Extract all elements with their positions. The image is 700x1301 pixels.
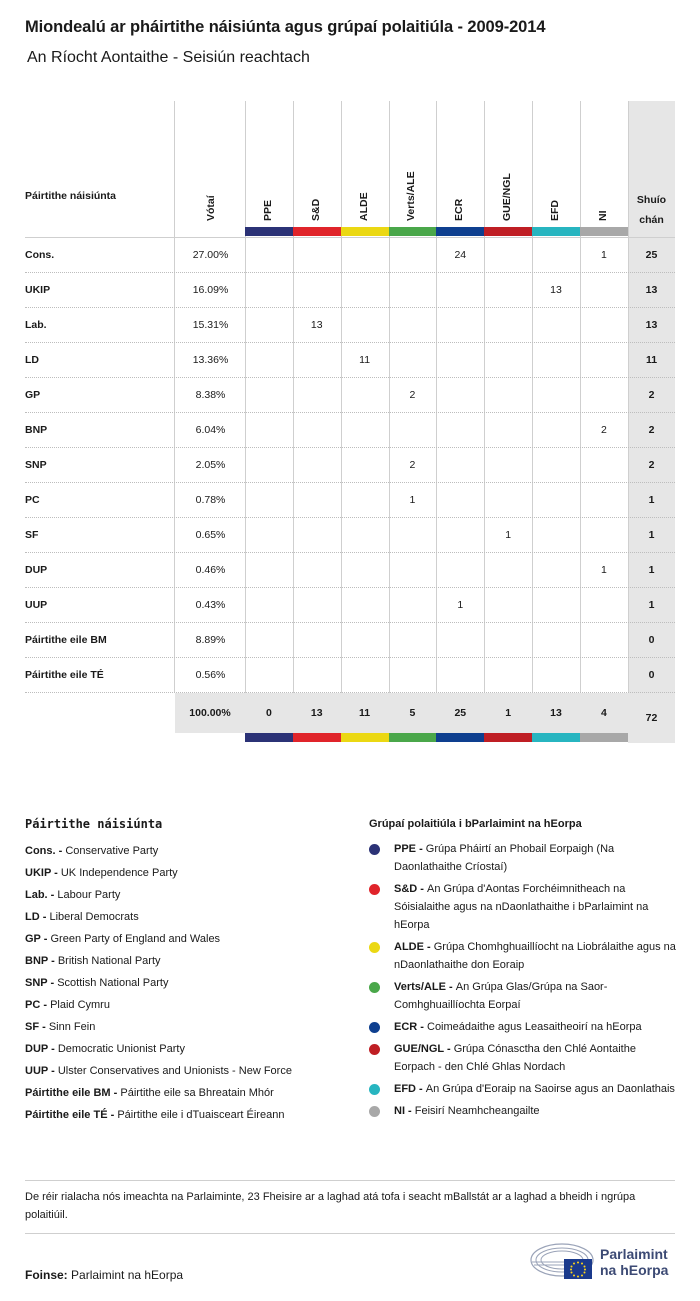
- party-name: UKIP: [25, 284, 51, 296]
- table-row: [25, 447, 675, 483]
- seat-count: [436, 623, 484, 658]
- footnote: De réir rialacha nós imeachta na Parlaiminte, 23 Fheisire ar a laghad atá tofa i seacht mBallstát ar a laghad a bheidh i ngrúpa polaitiúil.: [25, 1191, 636, 1221]
- group-full-name: An Grúpa Glas/Grúpa na Saor-Comhghuaillíochta Eorpaí: [394, 981, 608, 1011]
- party-legend-title: Páirtithe náisiúnta: [25, 817, 163, 831]
- group-header-alde: [341, 101, 389, 227]
- seat-count: 2: [409, 389, 416, 401]
- party-abbr: Lab. -: [25, 889, 58, 901]
- seat-count: [532, 238, 580, 273]
- group-color-bar: [580, 227, 628, 236]
- seat-count: [293, 588, 341, 623]
- seat-count: [341, 588, 389, 623]
- party-name: BNP: [25, 424, 48, 436]
- group-full-name: Coimeádaithe agus Leasaitheoirí na hEorpa: [427, 1021, 642, 1033]
- seat-total: 11: [645, 354, 658, 366]
- party-name: UUP: [25, 599, 48, 611]
- total-header: [628, 190, 675, 230]
- group-abbr: EFD -: [394, 1083, 426, 1095]
- seat-count: [245, 623, 293, 658]
- party-full-name: Green Party of England and Wales: [50, 933, 221, 945]
- seat-count: [484, 623, 532, 658]
- vote-share: 0.46%: [195, 564, 226, 576]
- seat-count: [245, 413, 293, 448]
- group-header-ppe-text: PPE: [261, 199, 274, 221]
- group-seat-total: 1: [505, 707, 512, 719]
- party-name: GP: [25, 389, 41, 401]
- seat-count: [293, 553, 341, 588]
- party-full-name: Labour Party: [57, 889, 121, 901]
- group-color-dot: [369, 1084, 380, 1095]
- seat-count: [436, 273, 484, 308]
- group-header-alde-text: ALDE: [357, 192, 370, 221]
- seat-count: [484, 413, 532, 448]
- seat-count: [580, 448, 628, 483]
- party-name: SNP: [25, 459, 47, 471]
- seat-total: 1: [648, 529, 655, 541]
- party-abbr: GP -: [25, 933, 51, 945]
- group-color-bar: [245, 227, 293, 236]
- votes-header-text: Vótaí: [205, 195, 217, 221]
- group-seat-total: 13: [550, 707, 562, 719]
- seat-count: [580, 658, 628, 693]
- party-legend-item: [25, 1082, 355, 1104]
- vote-share: 6.04%: [195, 424, 226, 436]
- table-row: [25, 377, 675, 413]
- votes-header: [192, 101, 232, 227]
- seat-count: [293, 623, 341, 658]
- party-legend-item: [25, 1104, 355, 1126]
- seat-count: [293, 483, 341, 518]
- group-abbr: Verts/ALE -: [394, 981, 456, 993]
- seat-count: [532, 308, 580, 343]
- table-row: [25, 517, 675, 553]
- seat-count: [436, 308, 484, 343]
- group-color-bar: [484, 227, 532, 236]
- seat-count: 1: [600, 564, 607, 576]
- seat-count: [245, 308, 293, 343]
- seat-count: [436, 483, 484, 518]
- seat-count: [293, 238, 341, 273]
- seat-count: [389, 308, 437, 343]
- logo-line2: na hEorpa: [600, 1262, 669, 1278]
- logo-line1: Parlaimint: [600, 1246, 668, 1262]
- source-value: Parlaimint na hEorpa: [71, 1268, 184, 1282]
- group-header-sd: [293, 101, 341, 227]
- party-legend-item: [25, 950, 355, 972]
- group-color-dot: [369, 1044, 380, 1055]
- seat-count: [484, 238, 532, 273]
- party-name: Lab.: [25, 319, 47, 331]
- group-header-vertsale: [389, 101, 437, 227]
- seat-total: 2: [648, 459, 655, 471]
- seat-count: [532, 378, 580, 413]
- group-color-bar: [436, 227, 484, 236]
- seat-count: [532, 483, 580, 518]
- group-seat-total: 11: [359, 707, 371, 719]
- party-legend-item: [25, 1060, 355, 1082]
- seat-count: [532, 623, 580, 658]
- group-full-name: An Grúpa d'Eoraip na Saoirse agus an Daonlathais: [425, 1083, 675, 1095]
- party-legend-item: [25, 862, 355, 884]
- seat-total: 25: [645, 249, 658, 261]
- party-abbr: UUP -: [25, 1065, 58, 1077]
- group-color-bar: [293, 227, 341, 236]
- vote-share: 0.65%: [195, 529, 226, 541]
- seat-count: [293, 518, 341, 553]
- group-header-vertsale-text: Verts/ALE: [405, 171, 418, 221]
- seat-count: [341, 448, 389, 483]
- vote-share: 8.89%: [195, 634, 226, 646]
- seat-count: [580, 343, 628, 378]
- group-color-dot: [369, 844, 380, 855]
- party-full-name: Scottish National Party: [57, 977, 169, 989]
- seat-count: [341, 378, 389, 413]
- group-color-dot: [369, 1022, 380, 1033]
- seat-count: [389, 273, 437, 308]
- seat-count: [341, 308, 389, 343]
- group-full-name: Grúpa Pháirtí an Phobail Eorpaigh (Na Daonlathaithe Críostaí): [394, 843, 615, 873]
- seat-count: [245, 483, 293, 518]
- seat-count: [580, 378, 628, 413]
- vote-share: 16.09%: [192, 284, 229, 296]
- seat-count: [484, 378, 532, 413]
- seat-count: 11: [359, 354, 371, 366]
- group-abbr: PPE -: [394, 843, 426, 855]
- seat-count: [389, 588, 437, 623]
- seat-count: [436, 518, 484, 553]
- group-seat-total: 13: [310, 707, 323, 719]
- party-legend: [25, 840, 355, 1126]
- seat-count: [436, 413, 484, 448]
- seat-count: 13: [550, 284, 562, 296]
- seat-count: [389, 518, 437, 553]
- seat-total: 1: [648, 564, 655, 576]
- seat-count: [580, 483, 628, 518]
- seat-count: [436, 343, 484, 378]
- group-header-efd-text: EFD: [549, 200, 562, 221]
- vote-share: 15.31%: [192, 319, 229, 331]
- party-legend-item: [25, 1016, 355, 1038]
- seat-total: 0: [648, 634, 655, 646]
- group-header-efd: [532, 101, 580, 227]
- seat-total: 13: [645, 319, 658, 331]
- party-name: PC: [25, 494, 40, 506]
- table-row: [25, 587, 675, 623]
- seat-count: [293, 273, 341, 308]
- vote-share: 27.00%: [192, 249, 229, 261]
- seat-count: [389, 413, 437, 448]
- seat-count: [341, 623, 389, 658]
- seat-count: [484, 308, 532, 343]
- seat-total: 1: [648, 494, 655, 506]
- party-full-name: Ulster Conservatives and Unionists - New Force: [57, 1065, 292, 1077]
- seat-count: [484, 483, 532, 518]
- group-color-bar: [484, 733, 532, 742]
- seat-count: [484, 588, 532, 623]
- group-color-dot: [369, 942, 380, 953]
- seat-count: [436, 553, 484, 588]
- seat-total: 2: [648, 389, 655, 401]
- total-header-line2: chán: [639, 214, 664, 226]
- group-legend: [369, 840, 679, 1124]
- logo-text: [600, 1246, 668, 1278]
- party-full-name: Liberal Democrats: [49, 911, 139, 923]
- seat-count: 2: [409, 459, 416, 471]
- seat-count: [245, 658, 293, 693]
- group-header-ecr-text: ECR: [453, 198, 466, 221]
- ep-logo: [530, 1242, 680, 1284]
- group-header-ecr: [436, 101, 484, 227]
- seat-count: [389, 623, 437, 658]
- group-header-ppe: [245, 101, 293, 227]
- seat-count: [245, 238, 293, 273]
- seat-count: [436, 378, 484, 413]
- vote-share: 2.05%: [195, 459, 226, 471]
- seat-count: [484, 553, 532, 588]
- seat-total: 2: [648, 424, 655, 436]
- seat-count: 1: [457, 599, 464, 611]
- seat-count: [532, 588, 580, 623]
- table-row: [25, 342, 675, 378]
- table-row: [25, 552, 675, 588]
- votes-total: 100.00%: [189, 707, 231, 719]
- group-abbr: GUE/NGL -: [394, 1043, 454, 1055]
- party-name: Cons.: [25, 249, 55, 261]
- seat-count: [436, 658, 484, 693]
- vote-share: 0.43%: [195, 599, 226, 611]
- group-full-name: Grúpa Cónasctha den Chlé Aontaithe Eorpach - den Chlé Ghlas Nordach: [394, 1043, 636, 1073]
- seat-count: [484, 273, 532, 308]
- group-color-dot: [369, 982, 380, 993]
- party-full-name: Democratic Unionist Party: [57, 1043, 185, 1055]
- party-name: LD: [25, 354, 39, 366]
- party-legend-item: [25, 972, 355, 994]
- seat-count: [389, 343, 437, 378]
- group-full-name: Feisirí Neamhcheangailte: [414, 1105, 540, 1117]
- party-name: SF: [25, 529, 39, 541]
- group-legend-item: [369, 880, 679, 934]
- vote-share: 13.36%: [192, 354, 229, 366]
- vote-share: 0.56%: [195, 669, 226, 681]
- party-abbr: Páirtithe eile BM -: [25, 1087, 121, 1099]
- group-color-dot: [369, 1106, 380, 1117]
- seat-count: [293, 378, 341, 413]
- party-abbr: SNP -: [25, 977, 58, 989]
- seat-count: [484, 658, 532, 693]
- party-legend-item: [25, 1038, 355, 1060]
- seat-count: [484, 343, 532, 378]
- group-color-bar: [245, 733, 293, 742]
- seat-count: [245, 448, 293, 483]
- seat-count: 1: [505, 529, 512, 541]
- group-abbr: ALDE -: [394, 941, 434, 953]
- party-name: Páirtithe eile BM: [25, 634, 107, 646]
- party-abbr: SF -: [25, 1021, 49, 1033]
- party-full-name: Páirtithe eile sa Bhreatain Mhór: [120, 1087, 274, 1099]
- party-header: Páirtithe náisiúnta: [25, 190, 117, 202]
- group-legend-title: Grúpaí polaitiúla i bParlaimint na hEorpa: [369, 818, 582, 830]
- seat-count: [580, 273, 628, 308]
- seat-count: 1: [600, 249, 607, 261]
- seat-count: [341, 518, 389, 553]
- seat-count: [580, 518, 628, 553]
- party-abbr: Cons. -: [25, 845, 66, 857]
- table-row: [25, 622, 675, 658]
- group-legend-item: [369, 1080, 679, 1098]
- group-header-guengl-text: GUE/NGL: [501, 173, 514, 221]
- seat-total: 1: [648, 599, 655, 611]
- party-name: Páirtithe eile TÉ: [25, 669, 104, 681]
- seat-count: [245, 343, 293, 378]
- seat-count: [245, 273, 293, 308]
- divider: [25, 1233, 675, 1234]
- party-legend-item: [25, 840, 355, 862]
- group-full-name: An Grúpa d'Aontas Forchéimnitheach na Sóisialaithe agus na nDaonlathaithe i bParlaimint na hEorpa: [394, 883, 649, 931]
- group-color-bar: [389, 733, 437, 742]
- group-legend-item: [369, 1018, 679, 1036]
- divider: [25, 1180, 675, 1181]
- vote-share: 0.78%: [195, 494, 226, 506]
- seat-count: [293, 658, 341, 693]
- seat-count: [532, 518, 580, 553]
- group-color-bar: [580, 733, 628, 742]
- seat-total: 0: [648, 669, 655, 681]
- party-legend-item: [25, 906, 355, 928]
- group-legend-item: [369, 1102, 679, 1120]
- seat-count: [389, 658, 437, 693]
- page-subtitle: An Ríocht Aontaithe - Seisiún reachtach: [27, 49, 310, 66]
- source-label: Foinse:: [25, 1268, 68, 1282]
- seat-count: [532, 413, 580, 448]
- group-color-dot: [369, 884, 380, 895]
- seat-count: [341, 238, 389, 273]
- group-color-bar: [293, 733, 341, 742]
- group-seat-total: 25: [454, 707, 467, 719]
- group-color-bar: [532, 733, 580, 742]
- seat-count: [341, 483, 389, 518]
- seat-count: 1: [409, 494, 416, 506]
- seat-count: [341, 413, 389, 448]
- seat-count: [341, 553, 389, 588]
- seat-count: [532, 553, 580, 588]
- seat-count: [484, 448, 532, 483]
- group-legend-item: [369, 840, 679, 876]
- party-abbr: DUP -: [25, 1043, 58, 1055]
- group-abbr: NI -: [394, 1105, 415, 1117]
- table-row: [25, 272, 675, 308]
- seat-total: 13: [645, 284, 658, 296]
- group-header-ni: [580, 101, 628, 227]
- vote-share: 8.38%: [195, 389, 226, 401]
- group-seat-total: 4: [600, 707, 607, 719]
- page-title: Miondealú ar pháirtithe náisiúnta agus grúpaí polaitiúla - 2009-2014: [25, 18, 546, 36]
- total-header-line1: Shuío: [636, 194, 667, 206]
- party-legend-item: [25, 884, 355, 906]
- party-legend-item: [25, 928, 355, 950]
- party-full-name: Sinn Fein: [48, 1021, 96, 1033]
- parliament-building-icon: [530, 1242, 596, 1282]
- seat-count: [293, 413, 341, 448]
- seat-count: [245, 378, 293, 413]
- party-full-name: Plaid Cymru: [50, 999, 110, 1011]
- party-full-name: UK Independence Party: [60, 867, 178, 879]
- seat-count: [532, 448, 580, 483]
- table-row: [25, 657, 675, 693]
- group-color-bar: [436, 733, 484, 742]
- table-row: [25, 412, 675, 448]
- seat-count: [532, 658, 580, 693]
- party-abbr: UKIP -: [25, 867, 61, 879]
- seat-count: [245, 588, 293, 623]
- group-color-bar: [341, 227, 389, 236]
- seat-count: [436, 448, 484, 483]
- grand-total: 72: [645, 712, 658, 724]
- table-row: [25, 482, 675, 518]
- table-row: [25, 307, 675, 343]
- seat-count: 13: [310, 319, 323, 331]
- seat-count: [580, 588, 628, 623]
- seat-count: [580, 308, 628, 343]
- group-seat-total: 5: [409, 707, 416, 719]
- group-header-guengl: [484, 101, 532, 227]
- group-header-sd-text: S&D: [309, 198, 322, 221]
- party-full-name: British National Party: [57, 955, 161, 967]
- seat-count: [580, 623, 628, 658]
- party-abbr: BNP -: [25, 955, 58, 967]
- seat-count: [389, 553, 437, 588]
- seat-count: [245, 553, 293, 588]
- group-full-name: Grúpa Chomhghuaillíocht na Liobrálaithe agus na nDaonlathaithe don Eoraip: [394, 941, 676, 971]
- party-full-name: Conservative Party: [65, 845, 159, 857]
- party-abbr: Páirtithe eile TÉ -: [25, 1109, 118, 1121]
- group-legend-item: [369, 938, 679, 974]
- seat-count: 2: [600, 424, 607, 436]
- group-color-bar: [341, 733, 389, 742]
- seat-count: [293, 343, 341, 378]
- group-color-bar: [532, 227, 580, 236]
- group-abbr: ECR -: [394, 1021, 427, 1033]
- seat-count: 24: [454, 249, 467, 261]
- seat-count: [293, 448, 341, 483]
- group-abbr: S&D -: [394, 883, 427, 895]
- group-legend-item: [369, 1040, 679, 1076]
- group-header-ni-text: NI: [596, 210, 609, 221]
- seat-count: [532, 343, 580, 378]
- seat-count: [341, 658, 389, 693]
- party-full-name: Páirtithe eile i dTuaisceart Éireann: [117, 1109, 285, 1121]
- seat-count: [245, 518, 293, 553]
- party-name: DUP: [25, 564, 48, 576]
- seat-count: [341, 273, 389, 308]
- party-legend-item: [25, 994, 355, 1016]
- seat-count: [389, 238, 437, 273]
- group-legend-item: [369, 978, 679, 1014]
- party-abbr: LD -: [25, 911, 50, 923]
- group-seat-total: 0: [266, 707, 272, 719]
- table-row: [25, 237, 675, 273]
- group-color-bar: [389, 227, 437, 236]
- party-abbr: PC -: [25, 999, 51, 1011]
- source-line: [25, 1268, 183, 1282]
